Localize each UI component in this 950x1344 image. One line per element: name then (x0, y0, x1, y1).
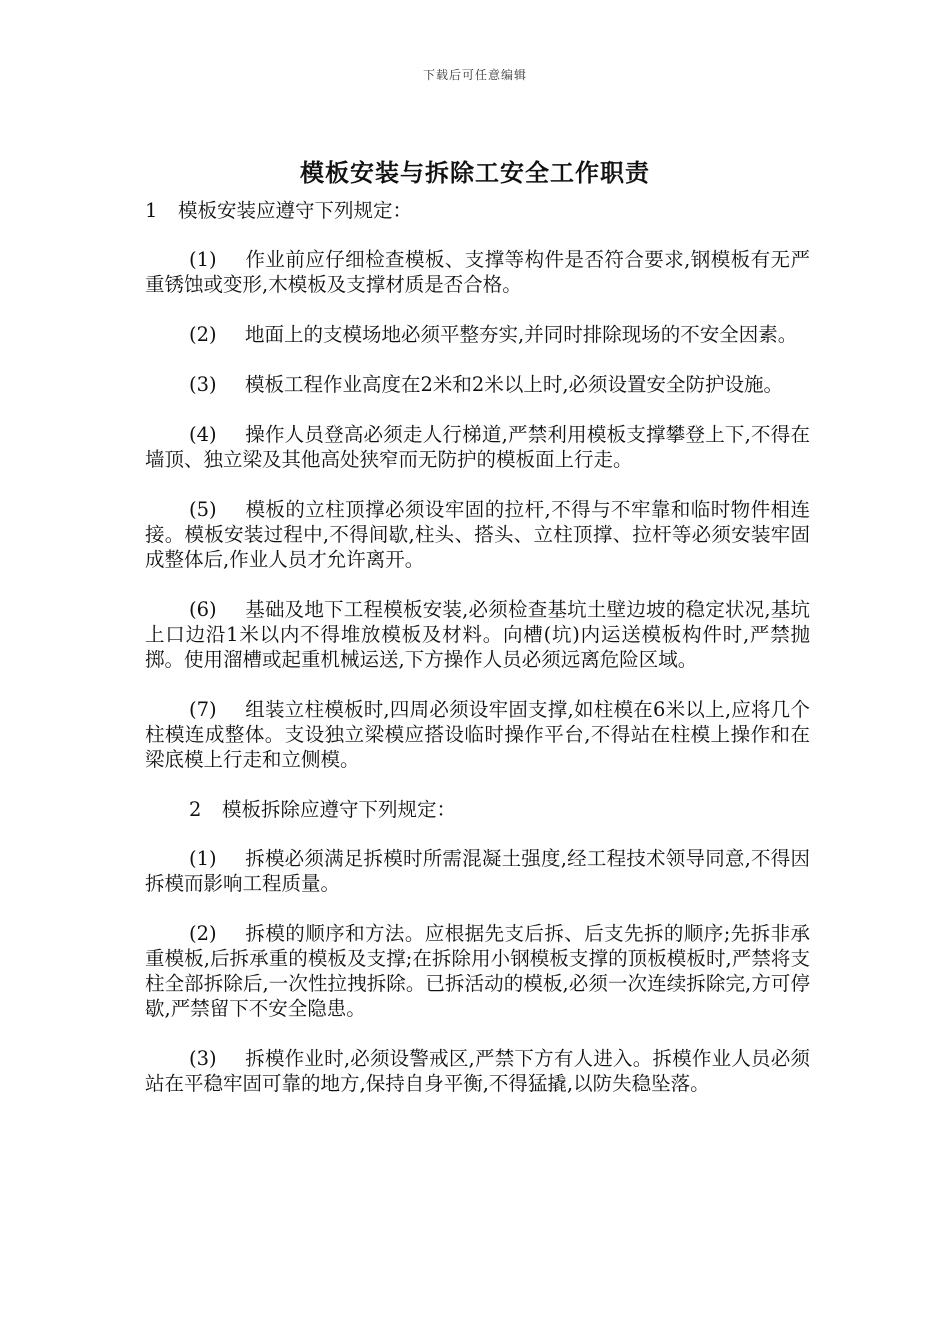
section-heading-2 (145, 797, 810, 822)
section-number: 1 (145, 199, 158, 222)
item-text: 基础及地下工程模板安装,必须检查基坑土壁边坡的稳定状况,基坑上口边沿1米以内不得堆放模板及材料。向槽(坑)内运送模板构件时,严禁抛掷。使用溜槽或起重机械运送,下方操作人员必须远离危险区域。 (145, 598, 810, 671)
item-number: (6) (189, 598, 217, 621)
list-item (145, 247, 810, 297)
header-note: 下载后可任意编辑 (422, 68, 527, 82)
list-item (145, 372, 810, 397)
item-number: (1) (189, 248, 217, 271)
section-heading-1 (145, 198, 810, 223)
item-number: (4) (189, 423, 217, 446)
document-body (145, 198, 810, 1096)
list-item (145, 322, 810, 347)
item-text: 模板的立柱顶撑必须设牢固的拉杆,不得与不牢靠和临时物件相连接。模板安装过程中,不得间歇,柱头、搭头、立柱顶撑、拉杆等必须安装牢固成整体后,作业人员才允许离开。 (145, 498, 810, 571)
item-text: 模板工程作业高度在2米和2米以上时,必须设置安全防护设施。 (245, 373, 784, 396)
item-text: 作业前应仔细检查模板、支撑等构件是否符合要求,钢模板有无严重锈蚀或变形,木模板及支撑材质是否合格。 (145, 248, 810, 296)
item-number: (2) (189, 922, 217, 945)
item-number: (5) (189, 498, 217, 521)
list-item (145, 497, 810, 572)
item-number: (1) (189, 847, 217, 870)
list-item (145, 921, 810, 1021)
item-text: 拆模的顺序和方法。应根据先支后拆、后支先拆的顺序;先拆非承重模板,后拆承重的模板及支撑;在拆除用小钢模板支撑的顶板模板时,严禁将支柱全部拆除后,一次性拉拽拆除。已拆活动的模板,必须一次连续拆除完,方可停歇,严禁留下不安全隐患。 (145, 922, 810, 1020)
list-item (145, 697, 810, 772)
item-number: (7) (189, 698, 217, 721)
list-item (145, 422, 810, 472)
item-text: 拆模必须满足拆模时所需混凝土强度,经工程技术领导同意,不得因拆模而影响工程质量。 (145, 847, 810, 895)
list-item (145, 597, 810, 672)
section-heading-text: 模板拆除应遵守下列规定： (222, 798, 457, 821)
section-number: 2 (189, 798, 202, 821)
list-item (145, 846, 810, 896)
item-text: 拆模作业时,必须设警戒区,严禁下方有人进入。拆模作业人员必须站在平稳牢固可靠的地方,保持自身平衡,不得猛撬,以防失稳坠落。 (145, 1047, 810, 1095)
item-number: (2) (189, 323, 217, 346)
document-title: 模板安装与拆除工安全工作职责 (300, 159, 650, 187)
item-text: 组装立柱模板时,四周必须设牢固支撑,如柱模在6米以上,应将几个柱模连成整体。支设独立梁模应搭设临时操作平台,不得站在柱模上操作和在梁底模上行走和立侧模。 (145, 698, 810, 771)
section-heading-text: 模板安装应遵守下列规定： (178, 199, 413, 222)
item-number: (3) (189, 373, 217, 396)
item-number: (3) (189, 1047, 217, 1070)
list-item (145, 1046, 810, 1096)
item-text: 地面上的支模场地必须平整夯实,并同时排除现场的不安全因素。 (245, 323, 798, 346)
item-text: 操作人员登高必须走人行梯道,严禁利用模板支撑攀登上下,不得在墙顶、独立梁及其他高处狭窄而无防护的模板面上行走。 (145, 423, 810, 471)
